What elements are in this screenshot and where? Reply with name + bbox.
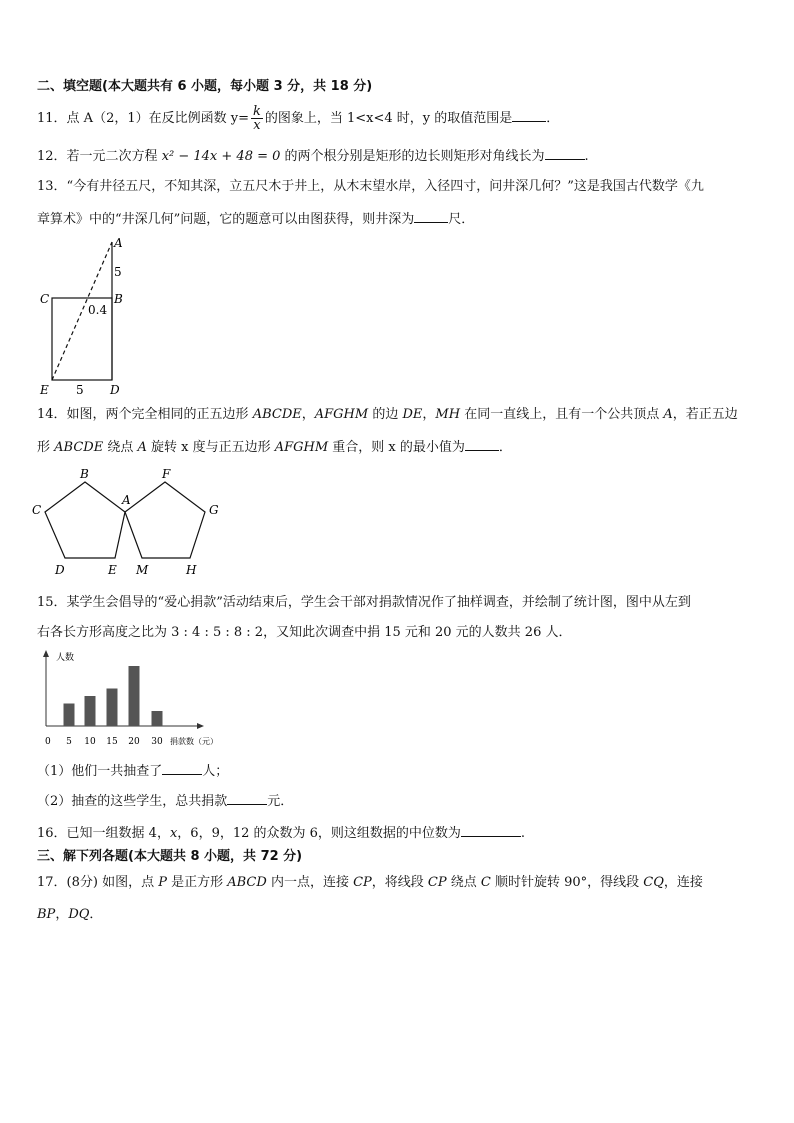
q17-segment-name: BP [37,907,56,922]
origin-label: 0 [45,737,51,747]
pentagon-abcde [45,482,125,558]
answer-blank[interactable] [414,208,448,223]
bar-20 [129,666,140,726]
point-label-g: G [209,503,219,517]
q14-text: 的边 [368,407,403,422]
x-tick-label: 10 [84,737,96,747]
pentagon-afghm [125,482,205,558]
q12-end: . [584,149,589,164]
q14-point-name: A [137,440,147,455]
question-15-sub-1 [37,760,228,781]
q14-text: 在同一直线上，且有一个公共顶点 [460,407,664,422]
q17-text: 绕点 [446,875,481,890]
point-label-a: A [122,493,131,507]
length-label: 0.4 [88,303,108,317]
q12-equation: x² − 14x + 48 = 0 [161,149,281,164]
q14-shape-name: ABCDE [252,407,302,422]
q16-variable: x [169,826,178,841]
q17-text: ， [55,907,69,922]
answer-blank[interactable] [512,107,546,122]
length-label: 5 [76,383,84,397]
x-tick-label: 5 [66,737,72,747]
q16-text: 16．已知一组数据 4， [37,826,170,841]
q11-end: ． [546,111,560,126]
question-16 [37,822,525,843]
q17-shape-name: ABCD [227,875,267,890]
q14-shape-name: AFGHM [314,407,369,422]
point-label-h: H [186,563,197,577]
q14-text: 重合，则 x 的最小值为 [328,440,465,455]
question-17-line-1 [37,874,703,892]
question-14-line-1 [37,406,738,424]
section-heading [37,848,302,866]
q14-end: ． [498,440,512,455]
x-tick-labels [66,737,163,747]
point-label-e: E [108,563,117,577]
question-17-line-2 [37,906,102,924]
x-tick-label: 30 [151,737,163,747]
q13-text-2: 章算术》中的“井深几何”问题，它的题意可以由图获得，则井深为 [37,212,415,227]
q11-text-2: 的图象上，当 1<x<4 时，y 的取值范围是 [264,111,513,126]
question-15-line-2 [37,624,572,642]
fraction-denominator: x [253,118,261,133]
q17-segment-name: DQ [68,907,90,922]
bar-30 [152,711,163,726]
q14-shape-name: ABCDE [54,440,104,455]
q15-sub1-end: 人； [202,764,229,779]
q13-text: 13．“今有井径五尺，不知其深，立五尺木于井上，从木末望水岸，入径四寸，问井深几何？”这是我国古代数学《九 [37,179,704,194]
question-12 [37,145,589,166]
q14-text: 绕点 [103,440,138,455]
question-15-line-1 [37,594,691,612]
q16-end: . [520,826,526,841]
q13-end: 尺． [448,212,475,227]
question-14-line-2 [37,436,512,457]
point-label-c: C [32,503,42,517]
q14-text: ， [301,407,315,422]
q17-text: 顺时针旋转 90°，得线段 [490,875,644,890]
q14-text: 14．如图，两个完全相同的正五边形 [37,407,253,422]
bar-15 [107,689,118,727]
question-15-sub-2 [37,790,293,811]
q14-segment-name: DE [402,407,423,422]
q14-text: ，若正五边 [672,407,738,422]
answer-blank[interactable] [545,145,585,160]
point-label-f: F [162,467,171,481]
fraction-k-over-x [251,105,263,132]
q17-text: 是正方形 [166,875,228,890]
length-label: 5 [114,265,122,279]
answer-blank[interactable] [461,822,521,837]
q15-text: 15．某学生会倡导的“爱心捐款”活动结束后，学生会干部对捐款情况作了抽样调查，并绘制了统计图，图中从左到 [37,595,691,610]
y-axis-arrow [43,650,49,657]
x-tick-label: 15 [106,737,118,747]
q17-segment-name: CP [427,875,447,890]
y-axis-label: 人数 [56,653,75,663]
fraction-numerator: k [252,104,261,119]
q14-text: ， [422,407,436,422]
answer-blank[interactable] [465,436,499,451]
x-tick-label: 20 [128,737,140,747]
q17-point-name: C [480,875,491,890]
q14-point-name: A [663,407,673,422]
point-label-e: E [40,383,49,397]
question-13-line-2 [37,208,474,229]
q15-sub1-text: （1）他们一共抽查了 [37,764,163,779]
q11-text: 11．点 A（2，1）在反比例函数 y= [37,111,249,126]
question-11 [37,104,559,134]
pentagons-diagram [30,462,230,580]
q16-text-2: ，6，9，12 的众数为 6，则这组数据的中位数为 [177,826,461,841]
answer-blank[interactable] [227,790,267,805]
point-label-b: B [114,292,123,306]
point-label-d: D [110,383,120,397]
bar-5 [64,704,75,727]
section-heading [37,78,372,96]
point-label-d: D [55,563,65,577]
well-diagram [30,232,140,400]
donation-bar-chart [34,648,234,750]
point-label-c: C [40,292,50,306]
q17-end: ． [89,907,103,922]
q17-text: 17．(8分) 如图，点 [37,875,159,890]
q17-segment-name: CP [353,875,372,890]
q17-segment-name: CQ [643,875,664,890]
q17-text: 内一点，连接 [266,875,354,890]
q14-text: 形 [37,440,55,455]
bars-group [64,666,163,726]
q12-text: 12．若一元二次方程 [37,149,162,164]
section-title: 二、填空题(本大题共有 6 小题，每小题 3 分，共 18 分) [37,79,373,94]
x-axis-label: 捐款数（元） [170,737,218,746]
point-label-m: M [136,563,149,577]
question-13-line-1 [37,178,704,196]
section-title: 三、解下列各题(本大题共 8 小题，共 72 分) [37,849,303,864]
point-label-b: B [80,467,89,481]
q15-text-2: 右各长方形高度之比为 3 : 4 : 5 : 8 : 2，又知此次调查中捐 15 元和 20 元的人数共 26 人． [37,625,572,640]
q17-text: ，连接 [663,875,703,890]
q17-text: ，将线段 [371,875,428,890]
x-axis-arrow [197,723,204,729]
point-label-a: A [114,236,123,250]
q14-shape-name: AFGHM [274,440,329,455]
q14-text: 旋转 x 度与正五边形 [146,440,275,455]
q14-segment-name: MH [435,407,461,422]
q17-point-name: P [158,875,167,890]
q15-sub2-text: （2）抽查的这些学生，总共捐款 [37,794,228,809]
q15-sub2-end: 元． [267,794,294,809]
answer-blank[interactable] [162,760,202,775]
bar-10 [85,696,96,726]
q12-text-2: 的两个根分别是矩形的边长则矩形对角线长为 [280,149,545,164]
